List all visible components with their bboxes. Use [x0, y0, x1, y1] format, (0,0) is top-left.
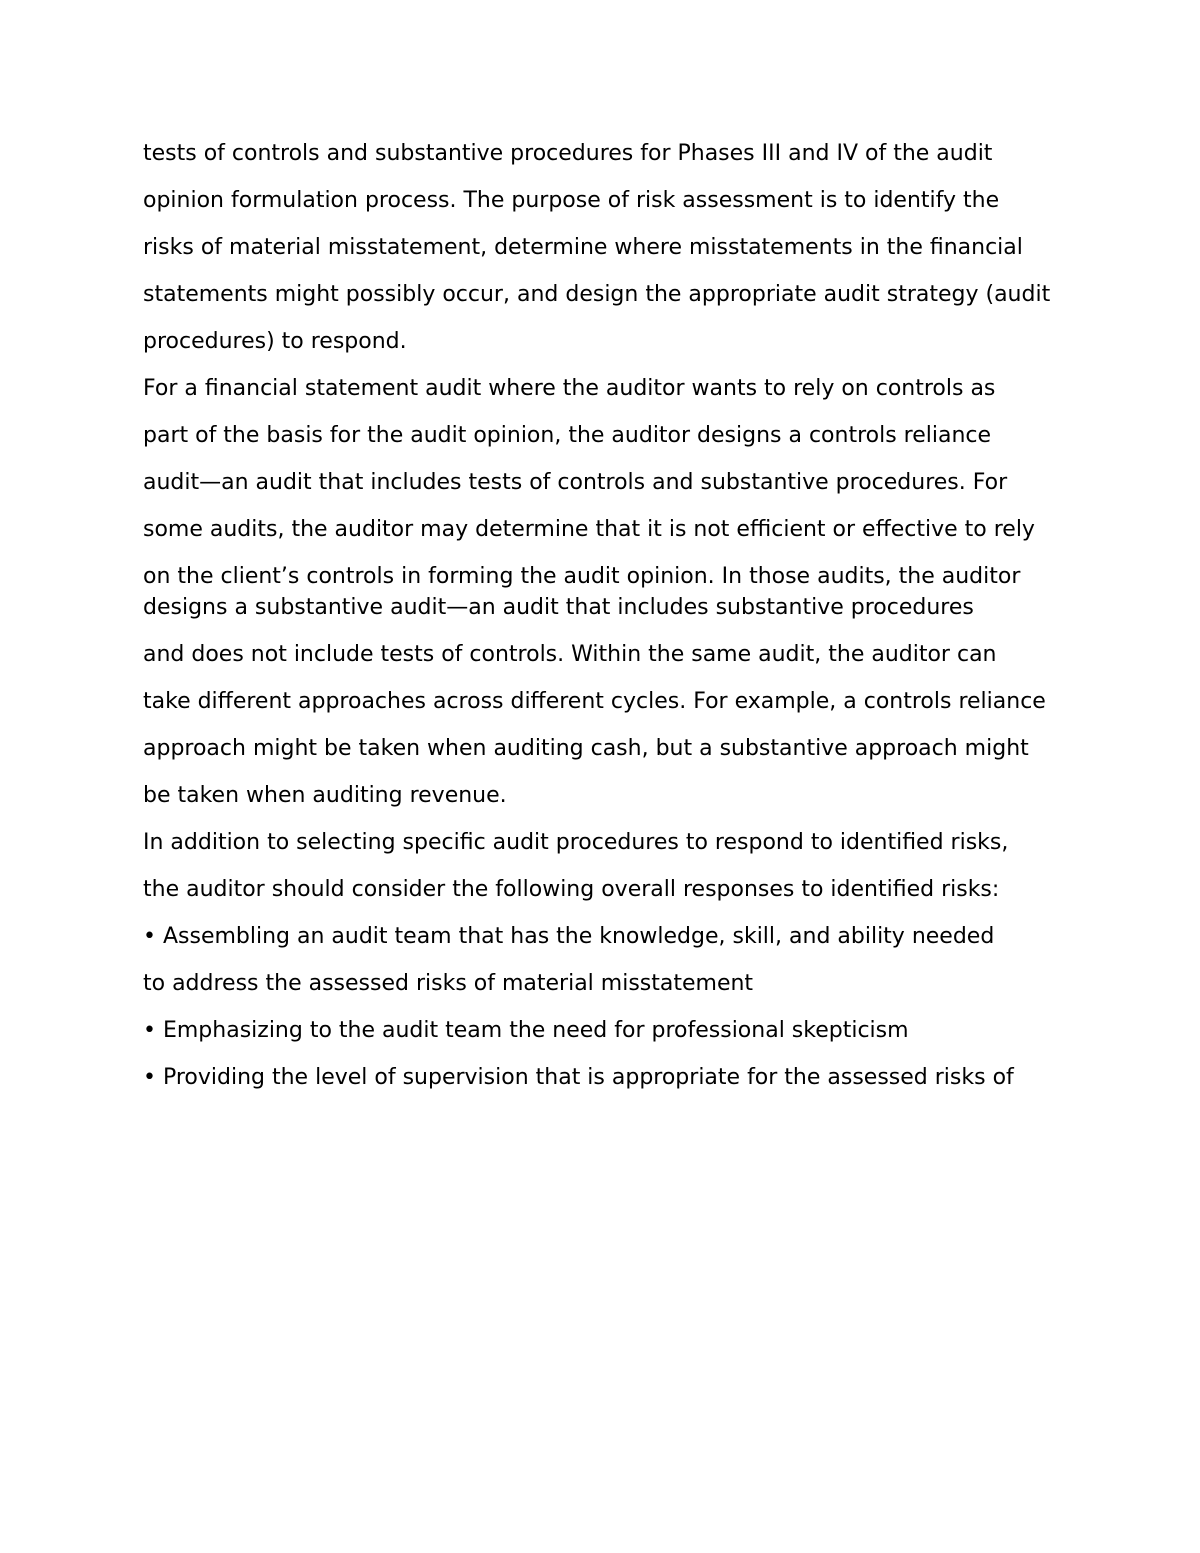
paragraph: audit—an audit that includes tests of controls and substantive procedures. For — [143, 470, 1008, 495]
bullet-item: • Assembling an audit team that has the knowledge, skill, and ability needed — [143, 924, 995, 949]
paragraph: For a financial statement audit where the auditor wants to rely on controls as — [143, 376, 996, 401]
paragraph: opinion formulation process. The purpose of risk assessment is to identify the — [143, 188, 1000, 213]
paragraph: on the client’s controls in forming the audit opinion. In those audits, the auditor designs a substantive audit—an audit that includes substantive procedures — [143, 564, 1021, 620]
paragraph: In addition to selecting specific audit procedures to respond to identified risks, — [143, 830, 1009, 855]
bullet-item: • Emphasizing to the audit team the need for professional skepticism — [143, 1018, 909, 1043]
paragraph: approach might be taken when auditing cash, but a substantive approach might — [143, 736, 1029, 761]
paragraph: risks of material misstatement, determine where misstatements in the financial — [143, 235, 1023, 260]
paragraph: some audits, the auditor may determine that it is not efficient or effective to rely — [143, 517, 1035, 542]
paragraph: procedures) to respond. — [143, 329, 407, 354]
paragraph: tests of controls and substantive procedures for Phases III and IV of the audit — [143, 141, 993, 166]
paragraph: to address the assessed risks of material misstatement — [143, 971, 754, 996]
paragraph: statements might possibly occur, and design the appropriate audit strategy (audit — [143, 282, 1051, 307]
bullet-item: • Providing the level of supervision that is appropriate for the assessed risks of — [143, 1065, 1014, 1090]
paragraph: and does not include tests of controls. Within the same audit, the auditor can — [143, 642, 997, 667]
paragraph: take different approaches across different cycles. For example, a controls reliance — [143, 689, 1046, 714]
paragraph: part of the basis for the audit opinion, the auditor designs a controls reliance — [143, 423, 992, 448]
paragraph: be taken when auditing revenue. — [143, 783, 507, 808]
paragraph: the auditor should consider the following overall responses to identified risks: — [143, 877, 1000, 902]
document-body — [143, 138, 1068, 1109]
